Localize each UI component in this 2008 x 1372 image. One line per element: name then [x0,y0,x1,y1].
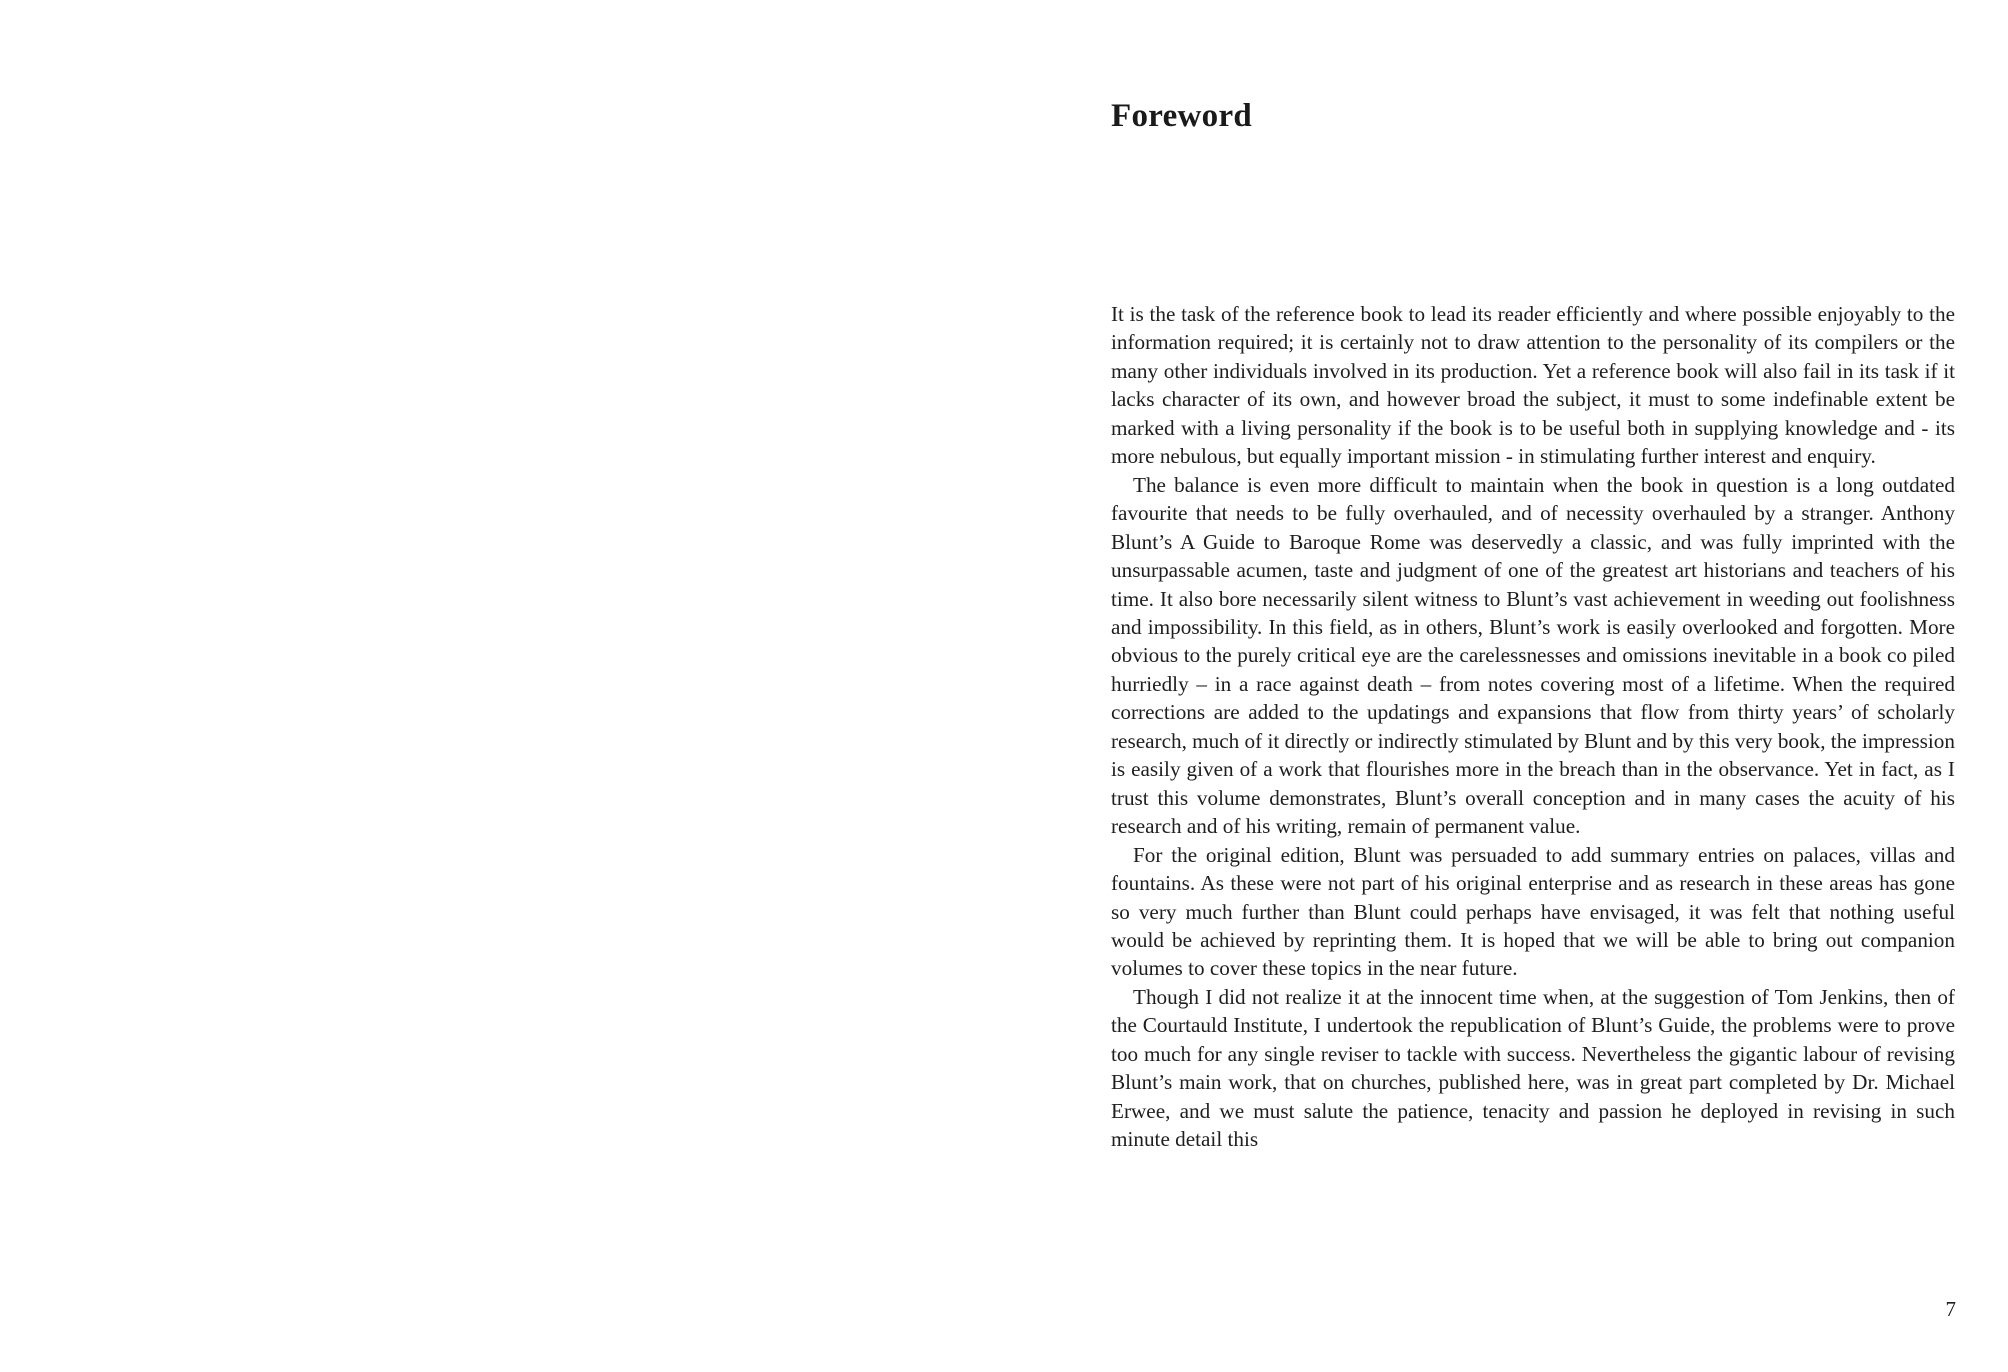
paragraph-1: It is the task of the reference book to lead its reader efficiently and where possible enjoyably to the information required; it is certainly not to draw attention to the personality of its compilers or the many other individuals involved in its production. Yet a reference book will also fail in its task if it lacks character of its own, and however broad the subject, it must to some indefinable extent be marked with a living personality if the book is to be useful both in supplying knowledge and - its more nebulous, but equally important mission - in stimulating further interest and enquiry. [1111,302,1955,469]
page-number: 7 [1945,1297,1956,1321]
paragraph-2: The balance is even more difficult to maintain when the book in question is a long outdated favourite that needs to be fully overhauled, and of necessity overhauled by a stranger. Anthony Blunt’s A Guide to Baroque Rome was deservedly a classic, and was fully imprinted with the unsurpassable acumen, taste and judgment of one of the greatest art historians and teachers of his time. It also bore necessarily silent witness to Blunt’s vast achievement in weeding out foolishness and impossibility. In this field, as in others, Blunt’s work is easily overlooked and forgotten. More obvious to the purely critical eye are the carelessnesses and omissions inevitable in a book co piled hurriedly – in a race against death – from notes covering most of a lifetime. When the required corrections are added to the updatings and expansions that flow from thirty years’ of scholarly research, much of it directly or indirectly stimulated by Blunt and by this very book, the impression is easily given of a work that flourishes more in the breach than in the observance. Yet in fact, as I trust this volume demonstrates, Blunt’s overall conception and in many cases the acuity of his research and of his writing, remain of permanent value. [1111,472,1955,839]
paragraph-4: Though I did not realize it at the innocent time when, at the suggestion of Tom Jenkins, then of the Courtauld Institute, I undertook the republication of Blunt’s Guide, the problems were to prove too much for any single reviser to tackle with success. Nevertheless the gigantic labour of revising Blunt’s main work, that on churches, published here, was in great part completed by Dr. Michael Erwee, and we must salute the patience, tenacity and passion he deployed in revising in such minute detail this [1111,984,1955,1152]
paragraph-3: For the original edition, Blunt was persuaded to add summary entries on palaces, villas and fountains. As these were not part of his original enterprise and as research in these areas has gone so very much further than Blunt could perhaps have envisaged, it was felt that nothing useful would be achieved by reprinting them. It is hoped that we will be able to bring out companion volumes to cover these topics in the near future. [1111,842,1955,981]
page-title: Foreword [1111,98,1253,134]
foreword-body [1111,300,1955,1154]
